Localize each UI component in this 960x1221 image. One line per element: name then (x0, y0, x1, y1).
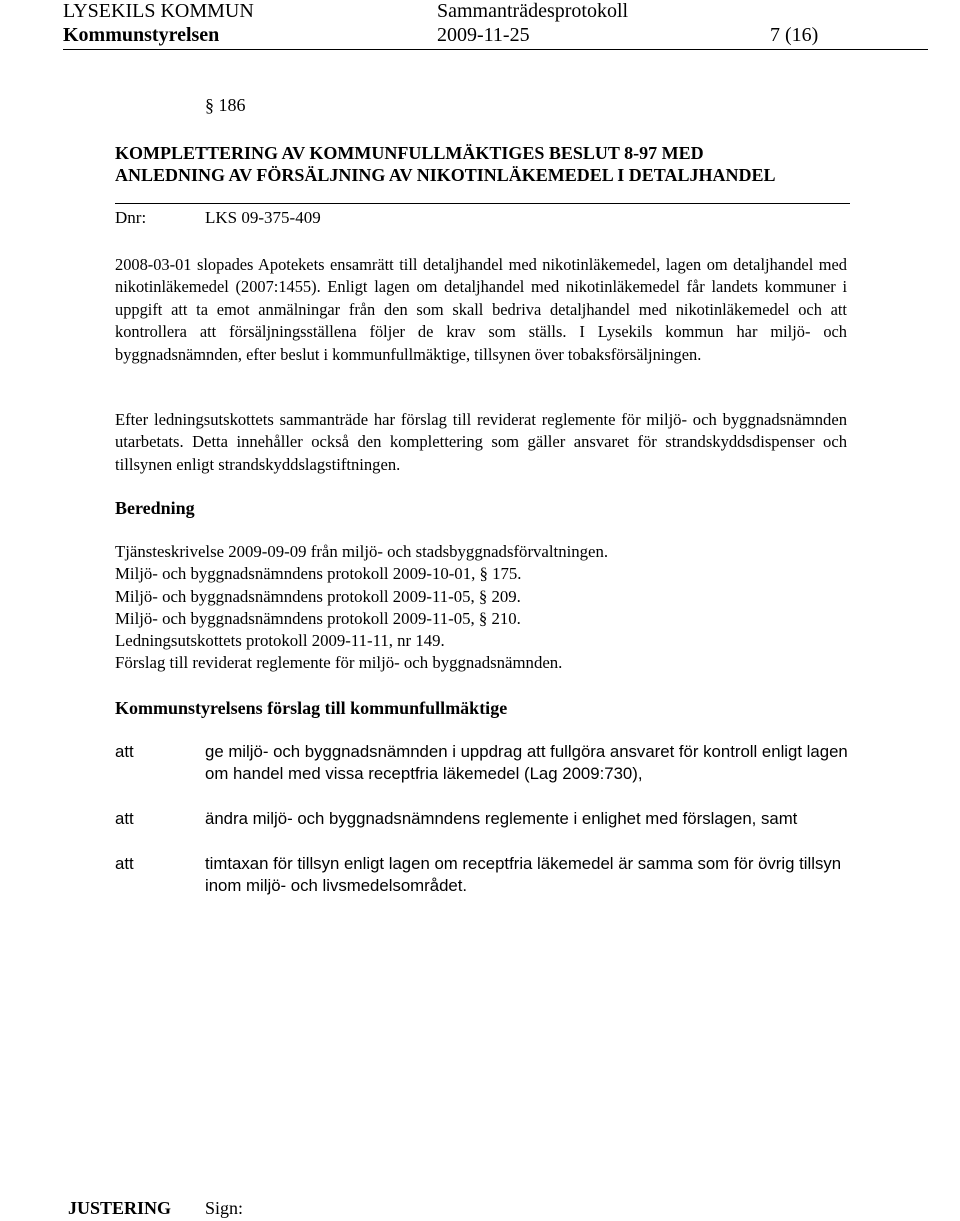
list-item: Ledningsutskottets protokoll 2009-11-11, nr 149. (115, 631, 445, 651)
proposal-marker: att (115, 742, 134, 761)
paragraph-number: § 186 (205, 95, 246, 115)
list-item: Förslag till reviderat reglemente för miljö- och byggnadsnämnden. (115, 653, 563, 673)
header-body: Kommunstyrelsen (63, 24, 220, 46)
section-title-line1: KOMPLETTERING AV KOMMUNFULLMÄKTIGES BESLUT 8-97 MED (115, 143, 704, 163)
beredning-heading: Beredning (115, 498, 195, 518)
header-rule (63, 49, 928, 50)
paragraph-2: Efter ledningsutskottets sammanträde har förslag till reviderat reglemente för miljö- och byggnadsnämnden utarbetats. Detta innehåller också den komplettering som gäller ansvaret för strandskyddsdispenser och tillsynen enligt strandskyddslagstiftningen. (115, 410, 847, 474)
paragraph-1: 2008-03-01 slopades Apotekets ensamrätt till detaljhandel med nikotinläkemedel, lagen om detaljhandel med nikotinläkemedel (2007:1455). Enligt lagen om detaljhandel med nikotinläkemedel får landets kommuner i uppgift att ta emot anmälningar från den som skall bedriva detaljhandel med nikotinläkemedel och att kontrollera att försäljningsställena följer de krav som ställs. I Lysekils kommun har miljö- och byggnadsnämnden, efter beslut i kommunfullmäktige, tillsynen över tobaksförsäljningen. (115, 255, 847, 364)
proposal-marker: att (115, 809, 134, 828)
title-rule (115, 203, 850, 204)
header-page: 7 (16) (770, 24, 819, 46)
header-date: 2009-11-25 (437, 24, 530, 46)
proposal-item: ge miljö- och byggnadsnämnden i uppdrag att fullgöra ansvaret för kontroll enligt lagen om handel med vissa receptfria läkemedel (Lag 2009:730), (205, 742, 848, 784)
list-item: Tjänsteskrivelse 2009-09-09 från miljö- och stadsbyggnadsförvaltningen. (115, 542, 609, 561)
proposal-item: ändra miljö- och byggnadsnämndens reglemente i enlighet med förslagen, samt (205, 809, 798, 828)
dnr-value: LKS 09-375-409 (205, 208, 321, 227)
proposal-heading: Kommunstyrelsens förslag till kommunfullmäktige (115, 698, 508, 718)
proposal-marker: att (115, 854, 134, 873)
header-doc-type: Sammanträdesprotokoll (437, 0, 629, 22)
section-title-line2: ANLEDNING AV FÖRSÄLJNING AV NIKOTINLÄKEMEDEL I DETALJHANDEL (115, 165, 776, 185)
beredning-list (115, 541, 608, 675)
proposal-item: timtaxan för tillsyn enligt lagen om receptfria läkemedel är samma som för övrig tillsyn inom miljö- och livsmedelsområdet. (205, 854, 842, 896)
header-org: LYSEKILS KOMMUN (63, 0, 254, 22)
list-item: Miljö- och byggnadsnämndens protokoll 2009-11-05, § 210. (115, 608, 521, 628)
list-item: Miljö- och byggnadsnämndens protokoll 2009-10-01, § 175. (115, 564, 522, 584)
list-item: Miljö- och byggnadsnämndens protokoll 2009-11-05, § 209. (115, 586, 521, 606)
footer-justering: JUSTERING (68, 1198, 172, 1218)
dnr-label: Dnr: (115, 208, 147, 227)
footer-sign: Sign: (205, 1198, 244, 1218)
